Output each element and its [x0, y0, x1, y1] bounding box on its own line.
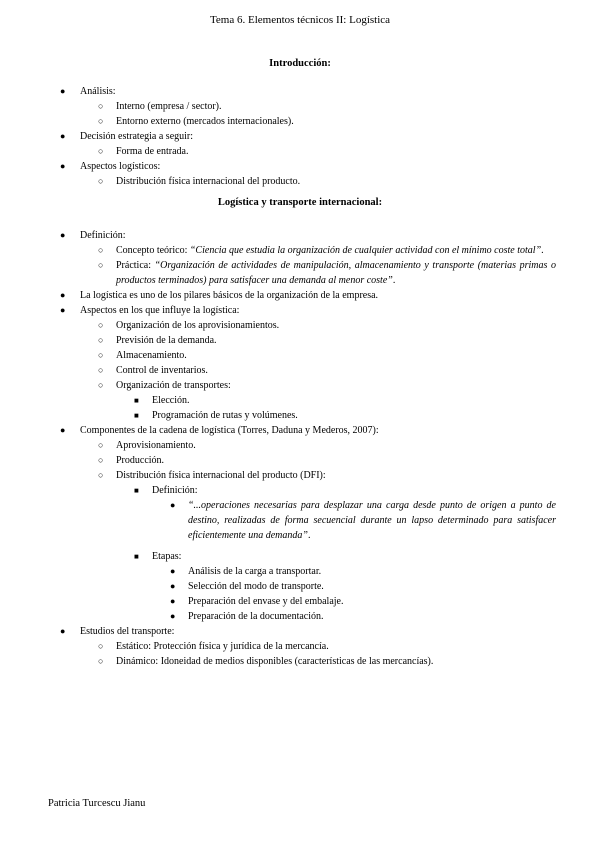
list-item	[0, 378, 600, 393]
quote-text: “Organización de actividades de manipulación, almacenamiento y transporte (materias primas o productos terminados) para satisfacer una demanda al menor coste”	[116, 260, 557, 286]
item-text: Almacenamiento.	[116, 350, 187, 361]
item-label: Aspectos en los que influye la logística:	[80, 305, 240, 316]
list-item	[0, 423, 600, 438]
item-text: Preparación del envase y del embalaje.	[188, 596, 344, 607]
list-item	[0, 549, 600, 564]
item-text: Idoneidad de medios disponibles (características de las mercancías).	[160, 656, 434, 667]
circle-bullet-icon: ○	[98, 641, 104, 651]
logistics-list	[0, 228, 600, 669]
list-item	[0, 624, 600, 639]
item-text: Programación de rutas y volúmenes.	[152, 410, 298, 421]
bullet-icon: ●	[170, 581, 176, 591]
quote-text: “...operaciones necesarias para desplazar una carga desde punto de origen a punto de destino, realizadas de forma secuencial durante un lapso determinado para satisfacer eficientemente una demanda”	[188, 500, 556, 541]
list-item	[0, 579, 600, 594]
author-footer: Patricia Turcescu Jianu	[48, 798, 146, 809]
item-text: Elección.	[152, 395, 190, 406]
item-text: Forma de entrada.	[116, 146, 189, 157]
quote-text: “Ciencia que estudia la organización de cualquier actividad con el mínimo coste total”	[189, 245, 542, 256]
item-label: Dinámico:	[116, 656, 159, 667]
list-item	[0, 129, 600, 144]
list-item	[0, 594, 600, 609]
list-item	[0, 288, 600, 303]
list-item	[0, 159, 600, 174]
circle-bullet-icon: ○	[98, 365, 104, 375]
circle-bullet-icon: ○	[98, 455, 104, 465]
item-label: Etapas:	[152, 551, 182, 562]
circle-bullet-icon: ○	[98, 245, 104, 255]
circle-bullet-icon: ○	[98, 146, 104, 156]
circle-bullet-icon: ○	[98, 656, 104, 666]
bullet-icon: ●	[60, 230, 66, 240]
list-item	[0, 609, 600, 624]
circle-bullet-icon: ○	[98, 470, 104, 480]
list-item	[0, 468, 600, 483]
item-text: Distribución física internacional del producto (DFI):	[116, 470, 326, 481]
list-item: ○ Práctica: “Organización de actividades de manipulación, almacenamiento y transporte (materias primas o productos terminados) para satisfacer una demanda al menor coste”.	[98, 260, 557, 286]
item-text: Organización de transportes:	[116, 380, 231, 391]
list-item	[0, 144, 600, 159]
intro-list	[0, 84, 600, 189]
circle-bullet-icon: ○	[98, 440, 104, 450]
document-body	[0, 84, 600, 669]
list-item	[0, 564, 600, 579]
circle-bullet-icon: ○	[98, 350, 104, 360]
list-item	[0, 84, 600, 99]
item-text: Selección del modo de transporte.	[188, 581, 324, 592]
item-text: Previsión de la demanda.	[116, 335, 217, 346]
item-text: Protección física y jurídica de la mercancía.	[153, 641, 329, 652]
item-text: Interno (empresa / sector).	[116, 101, 222, 112]
item-text: Distribución física internacional del producto.	[116, 176, 301, 187]
list-item	[0, 639, 600, 654]
item-label: Estudios del transporte:	[80, 626, 175, 637]
bullet-icon: ●	[60, 86, 66, 96]
bullet-icon: ●	[170, 566, 176, 576]
item-label: Definición:	[152, 485, 198, 496]
list-item	[0, 174, 600, 189]
item-label: Análisis:	[80, 86, 116, 97]
bullet-icon: ●	[170, 611, 176, 621]
circle-bullet-icon: ○	[98, 320, 104, 330]
item-label: Componentes de la cadena de logística (Torres, Daduna y Mederos, 2007):	[80, 425, 379, 436]
bullet-icon: ●	[170, 596, 176, 606]
bullet-icon: ●	[60, 290, 66, 300]
circle-bullet-icon: ○	[98, 380, 104, 390]
list-item	[0, 228, 600, 243]
item-label: Aspectos logísticos:	[80, 161, 161, 172]
item-label: Práctica:	[116, 260, 151, 271]
list-item	[0, 438, 600, 453]
list-item	[0, 363, 600, 378]
circle-bullet-icon: ○	[98, 176, 104, 186]
square-bullet-icon: ■	[134, 411, 139, 420]
list-item	[0, 408, 600, 423]
item-label: Definición:	[80, 230, 126, 241]
square-bullet-icon: ■	[134, 486, 139, 495]
circle-bullet-icon: ○	[98, 335, 104, 345]
document-header: Tema 6. Elementos técnicos II: Logística	[209, 14, 391, 26]
item-label: Decisión estrategia a seguir:	[80, 131, 194, 142]
bullet-icon: ●	[170, 500, 176, 510]
square-bullet-icon: ■	[134, 396, 139, 405]
list-item	[0, 303, 600, 318]
list-item	[0, 654, 600, 669]
list-item	[0, 333, 600, 348]
item-text: Producción.	[116, 455, 165, 466]
item-text: Preparación de la documentación.	[188, 611, 324, 622]
list-item	[0, 393, 600, 408]
circle-bullet-icon: ○	[98, 260, 104, 270]
list-item: ○ Concepto teórico: “Ciencia que estudia la organización de cualquier actividad con el mínimo coste total”.	[98, 245, 544, 256]
item-text: Organización de los aprovisionamientos.	[116, 320, 280, 331]
bullet-icon: ●	[60, 305, 66, 315]
item-text: Análisis de la carga a transportar.	[188, 566, 322, 577]
bullet-icon: ●	[60, 161, 66, 171]
circle-bullet-icon: ○	[98, 101, 104, 111]
item-text: Entorno externo (mercados internacionales).	[116, 116, 294, 127]
bullet-icon: ●	[60, 425, 66, 435]
item-text: Aprovisionamiento.	[116, 440, 196, 451]
item-text: La logística es uno de los pilares básicos de la organización de la empresa.	[80, 290, 379, 301]
list-item	[0, 483, 600, 498]
bullet-icon: ●	[60, 626, 66, 636]
square-bullet-icon: ■	[134, 552, 139, 561]
circle-bullet-icon: ○	[98, 116, 104, 126]
list-item: ● “...operaciones necesarias para desplazar una carga desde punto de origen a punto de destino, realizadas de forma secuencial durante un lapso determinado para satisfacer eficientemente una demanda”.	[170, 500, 556, 541]
item-text: Control de inventarios.	[116, 365, 208, 376]
item-label: Concepto teórico:	[116, 245, 188, 256]
logistics-title: Logística y transporte internacional:	[217, 197, 383, 208]
list-item	[0, 318, 600, 333]
list-item	[0, 99, 600, 114]
bullet-icon: ●	[60, 131, 66, 141]
list-item	[0, 114, 600, 129]
list-item	[0, 348, 600, 363]
list-item	[0, 453, 600, 468]
intro-title: Introducción:	[269, 58, 331, 69]
item-label: Estático:	[116, 641, 151, 652]
